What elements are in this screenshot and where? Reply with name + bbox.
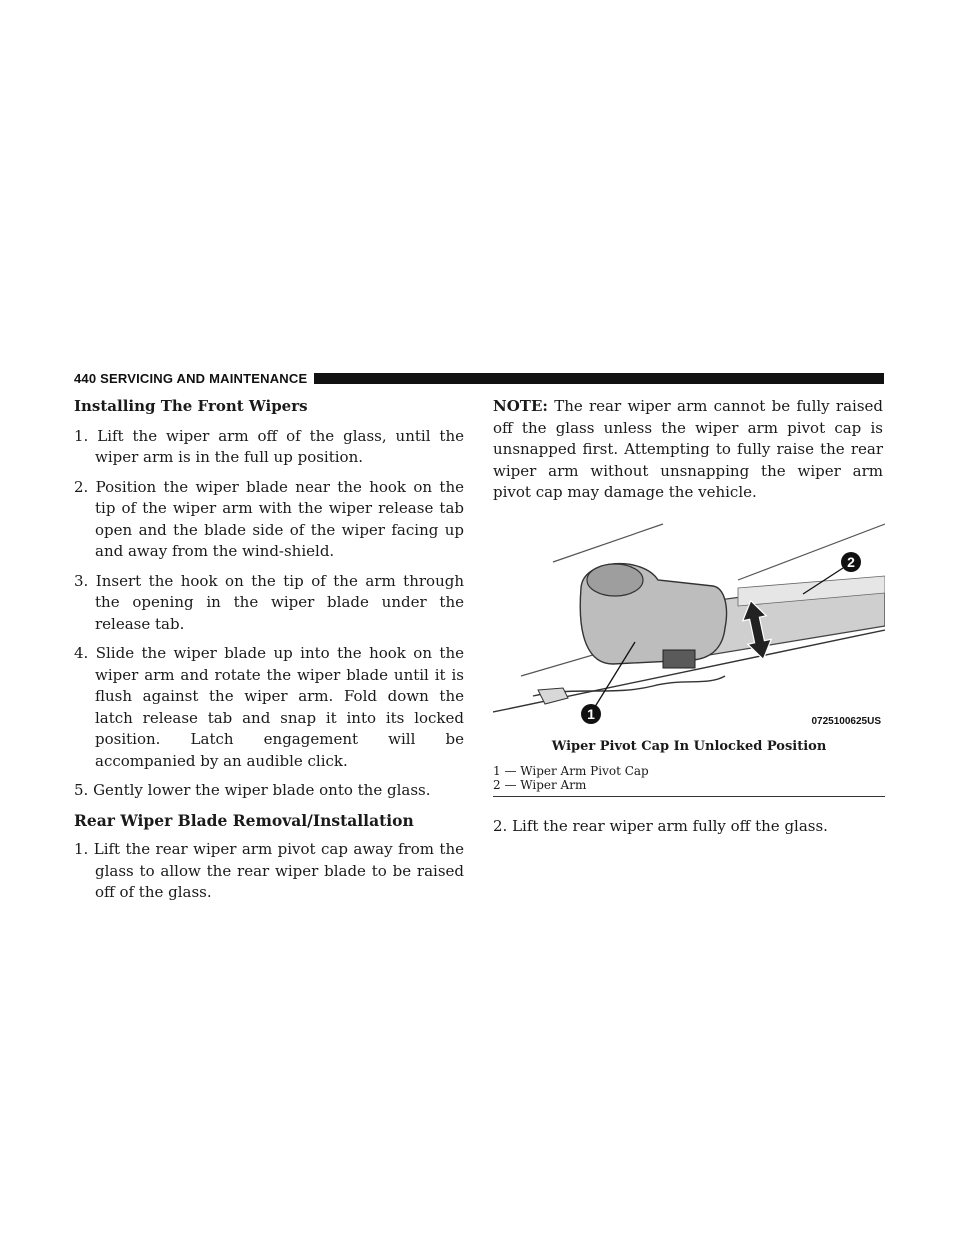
wiper-pivot-figure [493,518,885,728]
note-paragraph [493,396,883,504]
callout-number-1: 1 [587,706,595,722]
glass-line [553,524,663,562]
page-header-text: 440 SERVICING AND MAINTENANCE [74,371,308,386]
wiper-illustration [493,518,885,728]
front-step-5: 5. Gently lower the wiper blade onto the glass. [74,781,431,799]
front-step-2: 2. Position the wiper blade near the hook on the tip of the wiper arm with the wiper release tab open and the blade side of the wiper facing up and away from the wind-shield. [74,477,464,560]
left-column [74,396,464,912]
figure-legend [493,764,885,792]
heading-rear-wiper: Rear Wiper Blade Removal/Installation [74,810,414,830]
rear-step-1: 1. Lift the rear wiper arm pivot cap away from the glass to allow the rear wiper blade to be raised off of the glass. [74,840,464,901]
figure-code: 0725100625US [811,716,881,727]
legend-item-1: 1 — Wiper Arm Pivot Cap [493,764,649,778]
rear-step-2: 2. Lift the rear wiper arm fully off the glass. [493,817,828,835]
pivot-cap-latch [663,650,695,668]
note-text: The rear wiper arm cannot be fully raised off the glass unless the wiper arm pivot cap is unsnapped first. Attempting to fully raise the rear wiper arm without unsnapping the wiper arm pivot cap may damage the vehicle. [493,397,883,501]
glass-line [738,524,885,580]
note-label: NOTE: [493,397,548,415]
figure-caption: Wiper Pivot Cap In Unlocked Position [551,739,827,754]
front-step-4: 4. Slide the wiper blade up into the hook on the wiper arm and rotate the wiper blade until it is flush against the wiper arm. Fold down the latch release tab and snap it into its locked position. Latch engagement will be accompanied by an audible click. [74,644,464,770]
right-column [493,396,883,504]
legend-rule [493,796,885,797]
front-step-3: 3. Insert the hook on the tip of the arm through the opening in the wiper blade under the release tab. [74,571,464,633]
page-header [74,371,884,387]
legend-item-2: 2 — Wiper Arm [493,778,587,792]
header-rule [314,373,884,384]
callout-number-2: 2 [847,554,855,570]
heading-installing-front-wipers: Installing The Front Wipers [74,397,308,415]
pivot-cap-top [587,564,643,596]
front-step-1: 1. Lift the wiper arm off of the glass, until the wiper arm is in the full up position. [74,426,464,466]
